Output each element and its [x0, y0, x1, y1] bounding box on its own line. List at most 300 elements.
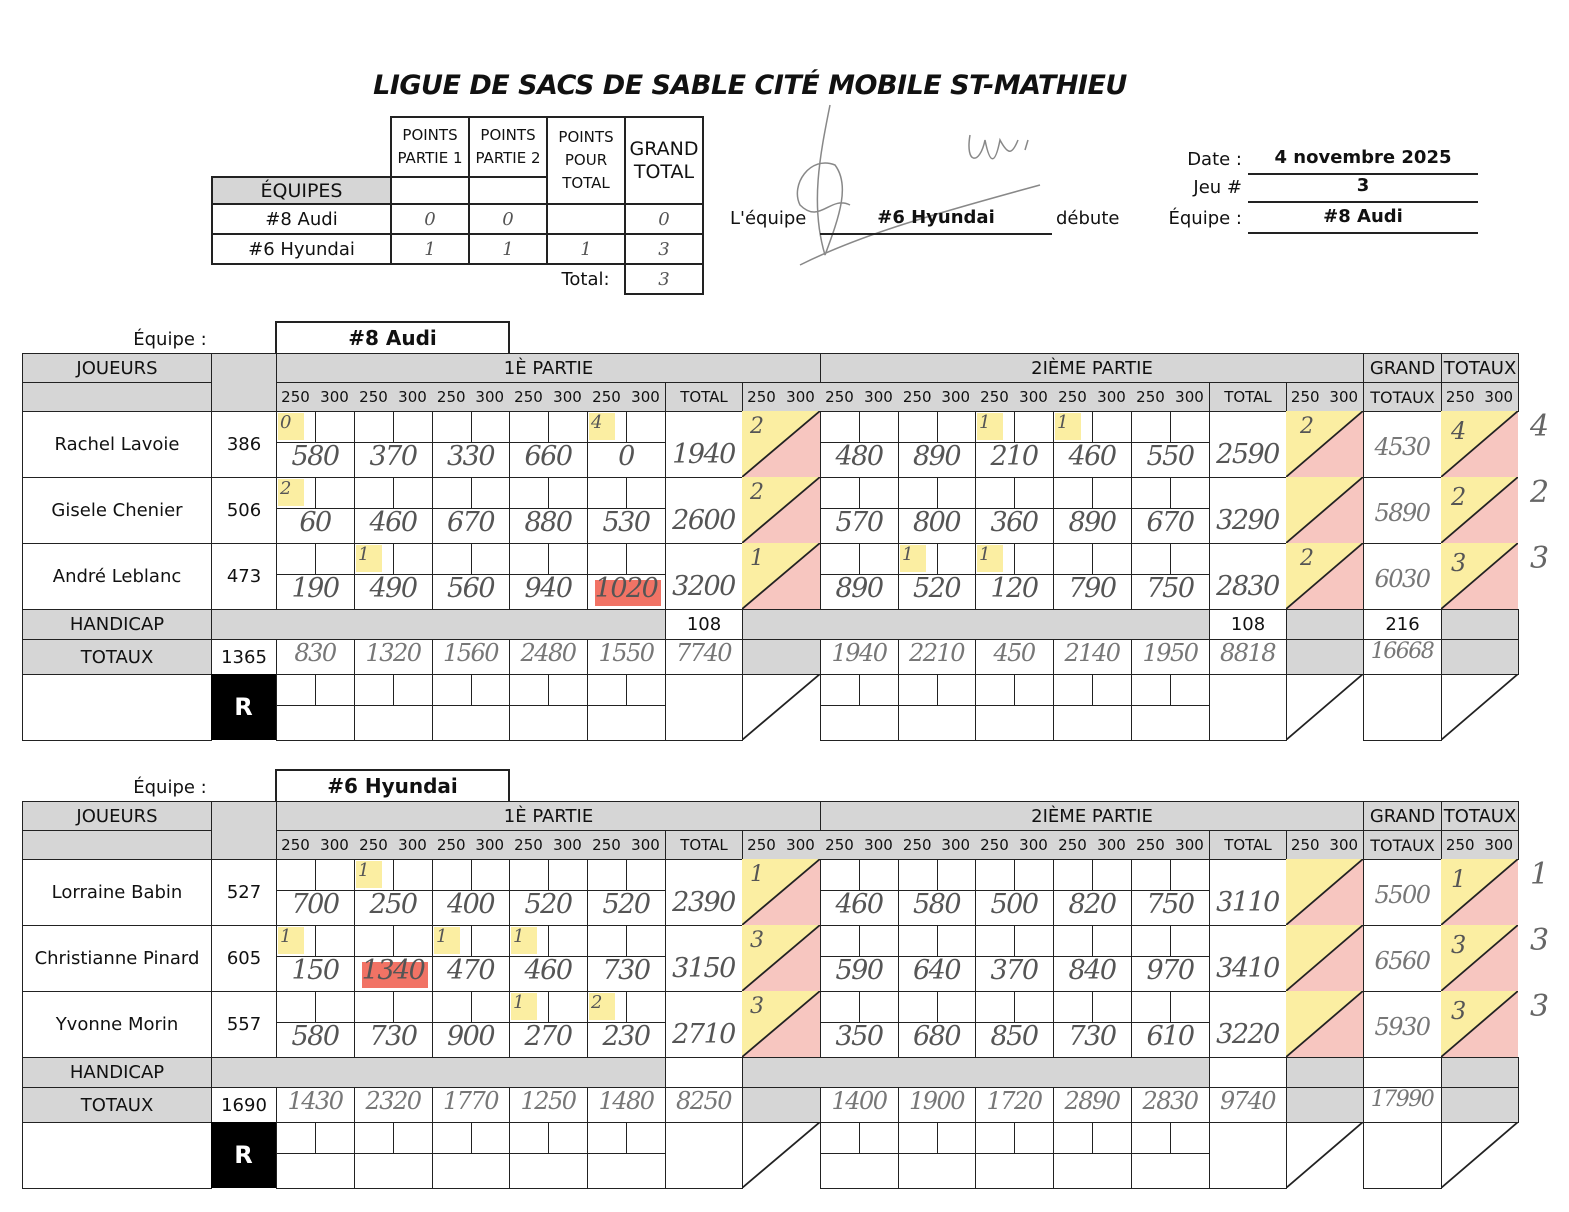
date-value: 4 novembre 2025 [1248, 147, 1478, 175]
player-score: 460 [835, 889, 883, 920]
totaux-g1-score: 1770 [442, 1087, 499, 1115]
mark-cell-250 [276, 543, 316, 575]
mark-cell-300 [859, 477, 899, 509]
g1-total: 3200 [672, 571, 735, 602]
col-300-label: 300 [1175, 835, 1204, 854]
mark-cell-250 [975, 925, 1015, 957]
mark-cell-300 [315, 477, 355, 509]
mark-cell-250 [587, 477, 627, 509]
partie1-points: 3 [750, 994, 764, 1019]
mark-cell-300 [315, 859, 355, 891]
mark-cell-250 [1131, 859, 1171, 891]
totaux-g2-score: 2210 [908, 639, 965, 667]
r-mark-cell [1014, 1122, 1054, 1154]
starter-team: #6 Hyundai [820, 207, 1052, 235]
bonus-mark: 1 [436, 926, 448, 947]
side-points: 3 [1530, 989, 1550, 1024]
total-points: 4 [1451, 417, 1467, 445]
r-mark-cell [1131, 1122, 1171, 1154]
mark-cell-300 [548, 859, 588, 891]
mark-cell-300 [937, 543, 977, 575]
mark-cell-300 [626, 411, 666, 443]
mark-cell-250 [820, 543, 860, 575]
col-250-label: 250 [1136, 387, 1165, 406]
totaux-g1-score: 1550 [598, 639, 654, 667]
player-score: 570 [835, 507, 883, 538]
mark-cell-250 [354, 411, 394, 443]
g2-total: 2830 [1216, 571, 1279, 602]
r-total-cell [1209, 674, 1287, 741]
mark-cell-300 [471, 543, 511, 575]
bonus-mark: 4 [591, 412, 603, 433]
total-points: 3 [1451, 931, 1467, 959]
mark-cell-300 [1014, 925, 1054, 957]
col-250-label: 250 [1058, 835, 1087, 854]
mark-cell-300 [1092, 477, 1132, 509]
summary-p2: 1 [469, 234, 547, 264]
r-mark-cell [937, 674, 977, 706]
mark-cell-250 [820, 477, 860, 509]
mark-cell-250 [354, 477, 394, 509]
g1-total: 2390 [672, 887, 735, 918]
player-name: Gisele Chenier [51, 500, 183, 521]
col-250-label: 250 [825, 835, 854, 854]
player-score: 890 [912, 441, 961, 472]
game-label: Jeu # [1193, 177, 1242, 198]
col-300-label: 300 [1097, 835, 1126, 854]
partie2-header [820, 353, 1364, 383]
player-score: 330 [446, 441, 495, 472]
bonus-mark: 1 [902, 544, 914, 565]
totaux-avg-cell [211, 639, 277, 675]
mark-cell-250 [354, 925, 394, 957]
col-300-label: 300 [941, 835, 971, 854]
col-300-label: 300 [1097, 387, 1126, 406]
totaux-header [1441, 353, 1519, 383]
totaux-g2-score: 2830 [1142, 1087, 1198, 1115]
summary-pt [547, 204, 625, 234]
mark-cell-250 [820, 925, 860, 957]
col-250-label: 250 [436, 835, 466, 854]
mark-cell-300 [937, 925, 977, 957]
summary-header-p1: POINTS PARTIE 1 [391, 117, 469, 177]
col-300-label: 300 [398, 387, 427, 406]
mark-cell-250 [509, 477, 549, 509]
date-label: Date : [1187, 149, 1242, 170]
r-mark-cell [1053, 674, 1093, 706]
player-avg: 527 [226, 882, 262, 903]
team-value: #8 Audi [1248, 206, 1478, 234]
col-250-label: 250 [980, 387, 1009, 406]
mark-cell-250 [509, 543, 549, 575]
col-250-label: 250 [980, 835, 1009, 854]
col-300-label: 300 [631, 835, 660, 854]
grand-total: 6030 [1374, 565, 1430, 593]
grand-totaux-label: TOTAUX [1370, 387, 1435, 407]
players-subheader [22, 382, 212, 412]
r-mark-cell [820, 1122, 860, 1154]
totaux-g1-score: 2320 [365, 1087, 421, 1115]
mark-cell-300 [1014, 543, 1054, 575]
mark-cell-300 [859, 411, 899, 443]
bonus-mark: 1 [280, 926, 292, 947]
handicap-grand-cell [1363, 1057, 1442, 1088]
mark-cell-300 [626, 991, 666, 1023]
mark-cell-300 [548, 543, 588, 575]
player-score: 670 [1146, 507, 1194, 538]
player-score: 520 [602, 889, 650, 920]
player-avg-cell [211, 859, 277, 926]
r-mark-cell [471, 1122, 511, 1154]
starter-label: L'équipe [730, 208, 807, 229]
col-250-label: 250 [281, 835, 310, 854]
mark-cell-300 [626, 477, 666, 509]
col-300-label: 300 [864, 835, 893, 854]
player-score: 1340 [361, 955, 425, 986]
totaux-label-cell [22, 639, 212, 675]
totaux-g1-score: 1480 [598, 1087, 654, 1115]
r-mark-cell [1131, 674, 1171, 706]
handicap-label: HANDICAP [69, 614, 165, 635]
mark-cell-300 [471, 859, 511, 891]
grand-label: GRAND [1369, 805, 1436, 827]
total-label: TOTAL [1224, 388, 1272, 406]
player-avg: 386 [226, 434, 262, 455]
handicap-label-cell [22, 1057, 212, 1088]
mark-cell-250 [432, 991, 472, 1023]
r-mark-cell [859, 1122, 899, 1154]
player-name-cell [22, 991, 212, 1058]
totaux-g2-score: 1900 [908, 1087, 965, 1115]
g1-total: 2600 [672, 505, 735, 536]
mark-cell-250 [276, 859, 316, 891]
player-name: André Leblanc [52, 566, 182, 587]
mark-cell-300 [393, 543, 433, 575]
r-mark-cell [587, 674, 627, 706]
player-score: 580 [291, 1021, 339, 1052]
player-score: 190 [291, 573, 339, 604]
col-300-label: 300 [1329, 835, 1359, 854]
bonus-mark: 0 [280, 412, 292, 433]
col-300-label: 300 [553, 387, 582, 406]
grand-header [1363, 353, 1442, 383]
grand-total: 5500 [1374, 881, 1430, 909]
player-score: 370 [990, 955, 1038, 986]
partie1-points: 2 [750, 414, 764, 439]
handicap-row [22, 609, 1519, 640]
r-grand-cell [1363, 674, 1442, 741]
handicap-g1-cell [665, 1057, 743, 1088]
totaux-label-cell [22, 1087, 212, 1123]
totaux-g2-score: 2890 [1064, 1087, 1120, 1115]
side-points: 2 [1530, 475, 1550, 510]
player-score: 730 [369, 1021, 417, 1052]
totaux-g2-total: 9740 [1219, 1087, 1276, 1115]
totaux-g2-score: 450 [993, 639, 1035, 667]
mark-cell-300 [471, 411, 511, 443]
r-mark-cell [315, 1122, 355, 1154]
mark-cell-300 [937, 477, 977, 509]
r-mark-cell [1053, 1122, 1093, 1154]
player-score: 480 [835, 441, 883, 472]
mark-cell-250 [1053, 925, 1093, 957]
col-300-label: 300 [941, 387, 971, 406]
totaux-avg: 1690 [221, 1094, 267, 1116]
r-mark-cell [354, 674, 394, 706]
player-score: 470 [446, 955, 495, 986]
player-name-cell [22, 411, 212, 478]
grand-total: 4530 [1374, 433, 1430, 461]
r-mark-cell [626, 674, 666, 706]
mark-cell-300 [937, 411, 977, 443]
totaux-g1-total: 8250 [675, 1087, 732, 1115]
page-title: LIGUE DE SACS DE SABLE CITÉ MOBILE ST-MATHIEU [373, 70, 1127, 101]
partie1-points: 1 [750, 546, 764, 571]
mark-cell-300 [393, 411, 433, 443]
mark-cell-300 [315, 543, 355, 575]
r-mark-cell [626, 1122, 666, 1154]
player-name-cell [22, 925, 212, 992]
r-total-cell [665, 674, 743, 741]
r-total-cell [1209, 1122, 1287, 1189]
grand-header [1363, 801, 1442, 831]
mark-cell-250 [432, 543, 472, 575]
col-250-label: 250 [747, 387, 776, 406]
col-250-label: 250 [747, 835, 776, 854]
mark-cell-250 [509, 859, 549, 891]
summary-p1: 0 [391, 204, 469, 234]
g2-total-header [1209, 830, 1287, 860]
g1-total: 1940 [672, 439, 735, 470]
mark-cell-300 [1092, 991, 1132, 1023]
mark-cell-250 [1053, 859, 1093, 891]
mark-cell-300 [471, 991, 511, 1023]
partie1-header [276, 353, 821, 383]
r-row-name-cell [22, 1122, 212, 1189]
col-250-label: 250 [359, 835, 388, 854]
r-mark-cell [509, 1122, 549, 1154]
mark-cell-300 [1092, 859, 1132, 891]
mark-cell-250 [898, 411, 938, 443]
grand-total: 6560 [1374, 947, 1430, 975]
g1-total: 2710 [672, 1019, 735, 1050]
total-points: 2 [1451, 483, 1467, 511]
grand-total: 5890 [1374, 499, 1430, 527]
player-score: 580 [912, 889, 961, 920]
partie2-points: 2 [1300, 546, 1314, 571]
partie1-label: 1È PARTIE [503, 357, 594, 379]
mark-cell-300 [937, 991, 977, 1023]
mark-cell-250 [432, 859, 472, 891]
bonus-mark: 2 [280, 478, 292, 499]
mark-cell-300 [1170, 859, 1210, 891]
handicap-grand-cell [1363, 609, 1442, 640]
totaux-avg: 1365 [221, 646, 267, 668]
player-avg-cell [211, 991, 277, 1058]
totaux-g1-score: 1320 [365, 639, 421, 667]
mark-cell-250 [1131, 543, 1171, 575]
mark-cell-250 [898, 991, 938, 1023]
col-300-label: 300 [1329, 387, 1359, 406]
bonus-mark: 2 [591, 992, 603, 1013]
mark-cell-300 [859, 543, 899, 575]
r-mark-cell [315, 674, 355, 706]
g1-total-header [665, 382, 743, 412]
summary-header-teams: ÉQUIPES [212, 177, 391, 204]
player-avg-cell [211, 477, 277, 544]
totaux-g2-total: 8818 [1219, 639, 1276, 667]
col-300-label: 300 [786, 835, 815, 854]
g2-total: 3110 [1216, 887, 1279, 918]
col-300-label: 300 [1484, 835, 1514, 854]
mark-cell-250 [276, 991, 316, 1023]
col-250-label: 250 [1445, 835, 1475, 854]
mark-cell-250 [1131, 411, 1171, 443]
player-score: 670 [446, 507, 495, 538]
players-header [22, 353, 212, 383]
mark-cell-250 [587, 925, 627, 957]
col-300-label: 300 [1019, 387, 1048, 406]
summary-team: #6 Hyundai [212, 234, 391, 264]
col-250-label: 250 [902, 387, 932, 406]
player-score: 370 [369, 441, 417, 472]
player-score: 580 [291, 441, 339, 472]
totaux-header [1441, 801, 1519, 831]
player-name: Rachel Lavoie [54, 434, 180, 455]
r-points-cell [1286, 674, 1363, 740]
player-score: 890 [835, 573, 883, 604]
partie2-points-cell [1286, 477, 1363, 543]
col-250-label: 250 [1058, 387, 1087, 406]
player-name: Yvonne Morin [55, 1014, 179, 1035]
mark-cell-250 [1131, 991, 1171, 1023]
players-header-label: JOUEURS [76, 357, 158, 379]
mark-cell-300 [1014, 411, 1054, 443]
player-score: 520 [524, 889, 572, 920]
handicap-grand: 216 [1385, 614, 1420, 635]
mark-cell-250 [975, 477, 1015, 509]
r-mark-cell [471, 674, 511, 706]
player-score: 880 [524, 507, 572, 538]
player-score: 120 [990, 573, 1038, 604]
player-score: 210 [990, 441, 1038, 472]
mark-cell-300 [1170, 477, 1210, 509]
player-score: 250 [369, 889, 417, 920]
summary-team: #8 Audi [212, 204, 391, 234]
r-points-cell [1286, 1122, 1363, 1188]
r-mark-cell [354, 1122, 394, 1154]
partie2-points-cell [1286, 411, 1363, 477]
total-label: TOTAL [1224, 836, 1272, 854]
player-score: 790 [1068, 573, 1116, 604]
r-points-cell [1441, 1122, 1518, 1188]
handicap-g2: 108 [1230, 614, 1266, 635]
col-300-label: 300 [475, 835, 505, 854]
col-250-label: 250 [514, 835, 543, 854]
r-mark-cell [1092, 1122, 1132, 1154]
players-header-label: JOUEURS [76, 805, 158, 827]
mark-cell-250 [587, 543, 627, 575]
mark-cell-300 [859, 925, 899, 957]
r-mark-cell [276, 1122, 316, 1154]
handicap-g1: 108 [686, 614, 722, 635]
grand-total: 5930 [1374, 1013, 1430, 1041]
player-avg: 557 [226, 1014, 262, 1035]
totaux-g2-score: 2140 [1064, 639, 1120, 667]
mark-cell-250 [1131, 477, 1171, 509]
totaux-header-label: TOTAUX [1443, 357, 1517, 379]
player-score: 660 [524, 441, 572, 472]
player-score: 940 [524, 573, 572, 604]
player-score: 530 [602, 507, 650, 538]
mark-cell-300 [315, 991, 355, 1023]
totaux-grand: 16668 [1370, 639, 1434, 664]
bonus-mark: 1 [979, 412, 991, 433]
col-250-label: 250 [592, 387, 621, 406]
totaux-g2-score: 1400 [831, 1087, 887, 1115]
mark-cell-300 [393, 991, 433, 1023]
handicap-label-cell [22, 609, 212, 640]
r-mark-cell [1014, 674, 1054, 706]
total-points: 3 [1451, 549, 1467, 577]
totaux-grand: 17990 [1370, 1087, 1434, 1112]
summary-total-value: 3 [625, 264, 703, 294]
g2-total: 2590 [1216, 439, 1279, 470]
totaux-g1-score: 1430 [287, 1087, 343, 1115]
mark-cell-300 [1092, 925, 1132, 957]
partie2-points-cell [1286, 991, 1363, 1057]
mark-cell-250 [354, 991, 394, 1023]
handicap-label: HANDICAP [69, 1062, 165, 1083]
player-score: 460 [524, 955, 572, 986]
col-300-label: 300 [475, 387, 505, 406]
mark-cell-250 [509, 411, 549, 443]
side-points: 1 [1530, 857, 1550, 892]
mark-cell-300 [315, 925, 355, 957]
mark-cell-300 [937, 859, 977, 891]
side-points: 4 [1530, 409, 1550, 444]
col-250-label: 250 [1290, 387, 1320, 406]
col-250-label: 250 [281, 387, 310, 406]
player-avg-cell [211, 925, 277, 992]
mark-cell-250 [1053, 477, 1093, 509]
team-label: Équipe : [1168, 208, 1242, 229]
totaux-header-label: TOTAUX [1443, 805, 1517, 827]
mark-cell-300 [315, 411, 355, 443]
totaux-g1-score: 1250 [520, 1087, 576, 1115]
player-score: 270 [524, 1021, 572, 1052]
player-score: 0 [618, 441, 634, 472]
summary-p2: 0 [469, 204, 547, 234]
col-250-label: 250 [1290, 835, 1320, 854]
mark-cell-250 [1053, 543, 1093, 575]
r-mark-cell [975, 1122, 1015, 1154]
player-score: 890 [1068, 507, 1116, 538]
col-300-label: 300 [1019, 835, 1048, 854]
g2-total-header [1209, 382, 1287, 412]
avg-header [211, 353, 277, 412]
player-score: 590 [835, 955, 883, 986]
col-250-label: 250 [592, 835, 621, 854]
r-mark-cell [975, 674, 1015, 706]
player-score: 680 [912, 1021, 961, 1052]
mark-cell-300 [1014, 991, 1054, 1023]
player-name: Christianne Pinard [34, 948, 200, 969]
mark-cell-250 [820, 991, 860, 1023]
r-points-cell [742, 674, 820, 740]
starter-suffix: débute [1056, 208, 1120, 229]
handicap-g2-cell [1209, 1057, 1287, 1088]
